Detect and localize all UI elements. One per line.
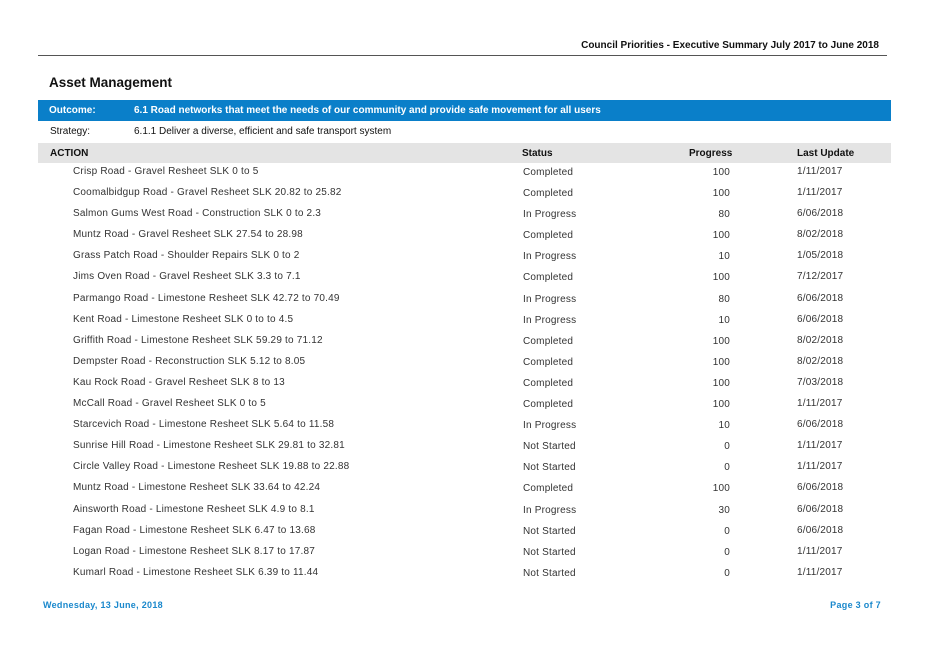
table-row bbox=[0, 332, 928, 353]
row-status: In Progress bbox=[523, 420, 577, 432]
row-action: Fagan Road - Limestone Resheet SLK 6.47 to 13.68 bbox=[73, 524, 316, 536]
table-row bbox=[0, 522, 928, 543]
table-row bbox=[0, 458, 928, 479]
row-status: Not Started bbox=[523, 462, 576, 474]
table-header bbox=[38, 143, 891, 163]
row-action: Jims Oven Road - Gravel Resheet SLK 3.3 to 7.1 bbox=[73, 271, 301, 283]
row-action: Circle Valley Road - Limestone Resheet SLK 19.88 to 22.88 bbox=[73, 461, 350, 473]
table-row bbox=[0, 184, 928, 205]
row-progress: 100 bbox=[712, 230, 730, 242]
column-header-action: ACTION bbox=[50, 148, 89, 159]
row-action: Muntz Road - Limestone Resheet SLK 33.64 to 42.24 bbox=[73, 482, 321, 494]
row-status: Not Started bbox=[523, 441, 576, 453]
table-row bbox=[0, 163, 928, 184]
row-last-update: 6/06/2018 bbox=[797, 503, 844, 515]
row-status: In Progress bbox=[523, 293, 577, 305]
row-last-update: 1/11/2017 bbox=[797, 461, 843, 473]
row-last-update: 1/11/2017 bbox=[797, 398, 843, 410]
row-progress: 10 bbox=[718, 420, 730, 432]
row-action: Starcevich Road - Limestone Resheet SLK 5.64 to 11.58 bbox=[73, 419, 335, 431]
table-row bbox=[0, 564, 928, 585]
footer-page-number: Page 3 of 7 bbox=[830, 600, 881, 610]
table-row bbox=[0, 479, 928, 500]
row-progress: 100 bbox=[712, 483, 730, 495]
row-action: Kau Rock Road - Gravel Resheet SLK 8 to 13 bbox=[73, 376, 285, 388]
row-action: Logan Road - Limestone Resheet SLK 8.17 to 17.87 bbox=[73, 545, 315, 557]
row-action: Coomalbidgup Road - Gravel Resheet SLK 20.82 to 25.82 bbox=[73, 187, 342, 199]
row-last-update: 1/11/2017 bbox=[797, 187, 843, 199]
strategy-label: Strategy: bbox=[50, 126, 91, 137]
row-last-update: 1/05/2018 bbox=[797, 250, 844, 262]
row-progress: 30 bbox=[718, 504, 730, 516]
row-last-update: 6/06/2018 bbox=[797, 419, 844, 431]
row-last-update: 8/02/2018 bbox=[797, 229, 844, 241]
page-header-title: Council Priorities - Executive Summary July 2017 to June 2018 bbox=[581, 40, 879, 51]
table-row bbox=[0, 416, 928, 437]
column-header-last-update: Last Update bbox=[797, 148, 855, 159]
table-row bbox=[0, 247, 928, 268]
row-progress: 0 bbox=[724, 567, 730, 579]
row-progress: 100 bbox=[712, 272, 730, 284]
row-action: Kumarl Road - Limestone Resheet SLK 6.39 to 11.44 bbox=[73, 566, 319, 578]
table-row bbox=[0, 395, 928, 416]
row-progress: 100 bbox=[712, 335, 730, 347]
section-title: Asset Management bbox=[49, 75, 173, 90]
row-last-update: 8/02/2018 bbox=[797, 334, 844, 346]
outcome-bar bbox=[38, 100, 891, 121]
row-progress: 0 bbox=[724, 441, 730, 453]
row-progress: 80 bbox=[718, 293, 730, 305]
row-last-update: 8/02/2018 bbox=[797, 355, 844, 367]
row-progress: 100 bbox=[712, 167, 730, 178]
table-row bbox=[0, 268, 928, 289]
row-status: Completed bbox=[523, 399, 574, 411]
row-last-update: 6/06/2018 bbox=[797, 482, 844, 494]
header-divider bbox=[38, 55, 887, 56]
row-last-update: 6/06/2018 bbox=[797, 292, 844, 304]
table-row bbox=[0, 374, 928, 395]
row-progress: 100 bbox=[712, 377, 730, 389]
outcome-label: Outcome: bbox=[49, 105, 96, 116]
row-status: Completed bbox=[523, 483, 574, 495]
row-status: Completed bbox=[523, 356, 574, 368]
row-action: Crisp Road - Gravel Resheet SLK 0 to 5 bbox=[73, 166, 259, 177]
action-table-body bbox=[0, 163, 928, 585]
column-header-progress: Progress bbox=[689, 148, 733, 159]
row-status: Not Started bbox=[523, 525, 576, 537]
row-progress: 10 bbox=[718, 251, 730, 263]
row-action: Salmon Gums West Road - Construction SLK 0 to 2.3 bbox=[73, 208, 322, 220]
column-header-status: Status bbox=[522, 148, 553, 159]
row-progress: 100 bbox=[712, 188, 730, 200]
row-progress: 0 bbox=[724, 462, 730, 474]
table-row bbox=[0, 226, 928, 247]
row-action: McCall Road - Gravel Resheet SLK 0 to 5 bbox=[73, 398, 266, 410]
row-status: Completed bbox=[523, 377, 574, 389]
table-row bbox=[0, 353, 928, 374]
row-action: Grass Patch Road - Shoulder Repairs SLK 0 to 2 bbox=[73, 250, 300, 262]
row-action: Ainsworth Road - Limestone Resheet SLK 4.9 to 8.1 bbox=[73, 503, 315, 515]
row-progress: 100 bbox=[712, 399, 730, 411]
table-row bbox=[0, 437, 928, 458]
row-status: Completed bbox=[523, 167, 574, 178]
row-status: Completed bbox=[523, 272, 574, 284]
outcome-value: 6.1 Road networks that meet the needs of our community and provide safe movement for all users bbox=[134, 105, 601, 116]
row-action: Sunrise Hill Road - Limestone Resheet SLK 29.81 to 32.81 bbox=[73, 440, 345, 452]
row-last-update: 1/11/2017 bbox=[797, 545, 843, 557]
row-action: Griffith Road - Limestone Resheet SLK 59.29 to 71.12 bbox=[73, 334, 323, 346]
table-row bbox=[0, 501, 928, 522]
strategy-value: 6.1.1 Deliver a diverse, efficient and safe transport system bbox=[134, 126, 392, 137]
row-last-update: 6/06/2018 bbox=[797, 524, 844, 536]
row-status: Not Started bbox=[523, 567, 576, 579]
row-status: Completed bbox=[523, 335, 574, 347]
row-status: In Progress bbox=[523, 314, 577, 326]
row-progress: 0 bbox=[724, 525, 730, 537]
row-last-update: 6/06/2018 bbox=[797, 208, 844, 220]
table-row bbox=[0, 543, 928, 564]
table-row bbox=[0, 311, 928, 332]
table-row bbox=[0, 205, 928, 226]
row-status: In Progress bbox=[523, 209, 577, 221]
row-status: Completed bbox=[523, 230, 574, 242]
row-action: Muntz Road - Gravel Resheet SLK 27.54 to 28.98 bbox=[73, 229, 303, 241]
row-last-update: 1/11/2017 bbox=[797, 566, 843, 578]
row-status: Completed bbox=[523, 188, 574, 200]
strategy-row bbox=[38, 121, 891, 143]
footer-date: Wednesday, 13 June, 2018 bbox=[43, 600, 163, 610]
row-progress: 0 bbox=[724, 546, 730, 558]
row-action: Parmango Road - Limestone Resheet SLK 42.72 to 70.49 bbox=[73, 292, 340, 304]
row-last-update: 1/11/2017 bbox=[797, 440, 843, 452]
row-last-update: 7/12/2017 bbox=[797, 271, 844, 283]
row-action: Kent Road - Limestone Resheet SLK 0 to to 4.5 bbox=[73, 313, 294, 325]
row-last-update: 7/03/2018 bbox=[797, 376, 844, 388]
row-progress: 100 bbox=[712, 356, 730, 368]
row-progress: 10 bbox=[718, 314, 730, 326]
row-action: Dempster Road - Reconstruction SLK 5.12 to 8.05 bbox=[73, 355, 306, 367]
row-status: Not Started bbox=[523, 546, 576, 558]
row-status: In Progress bbox=[523, 504, 577, 516]
row-last-update: 1/11/2017 bbox=[797, 166, 843, 177]
table-row bbox=[0, 290, 928, 311]
row-last-update: 6/06/2018 bbox=[797, 313, 844, 325]
row-status: In Progress bbox=[523, 251, 577, 263]
row-progress: 80 bbox=[718, 209, 730, 221]
